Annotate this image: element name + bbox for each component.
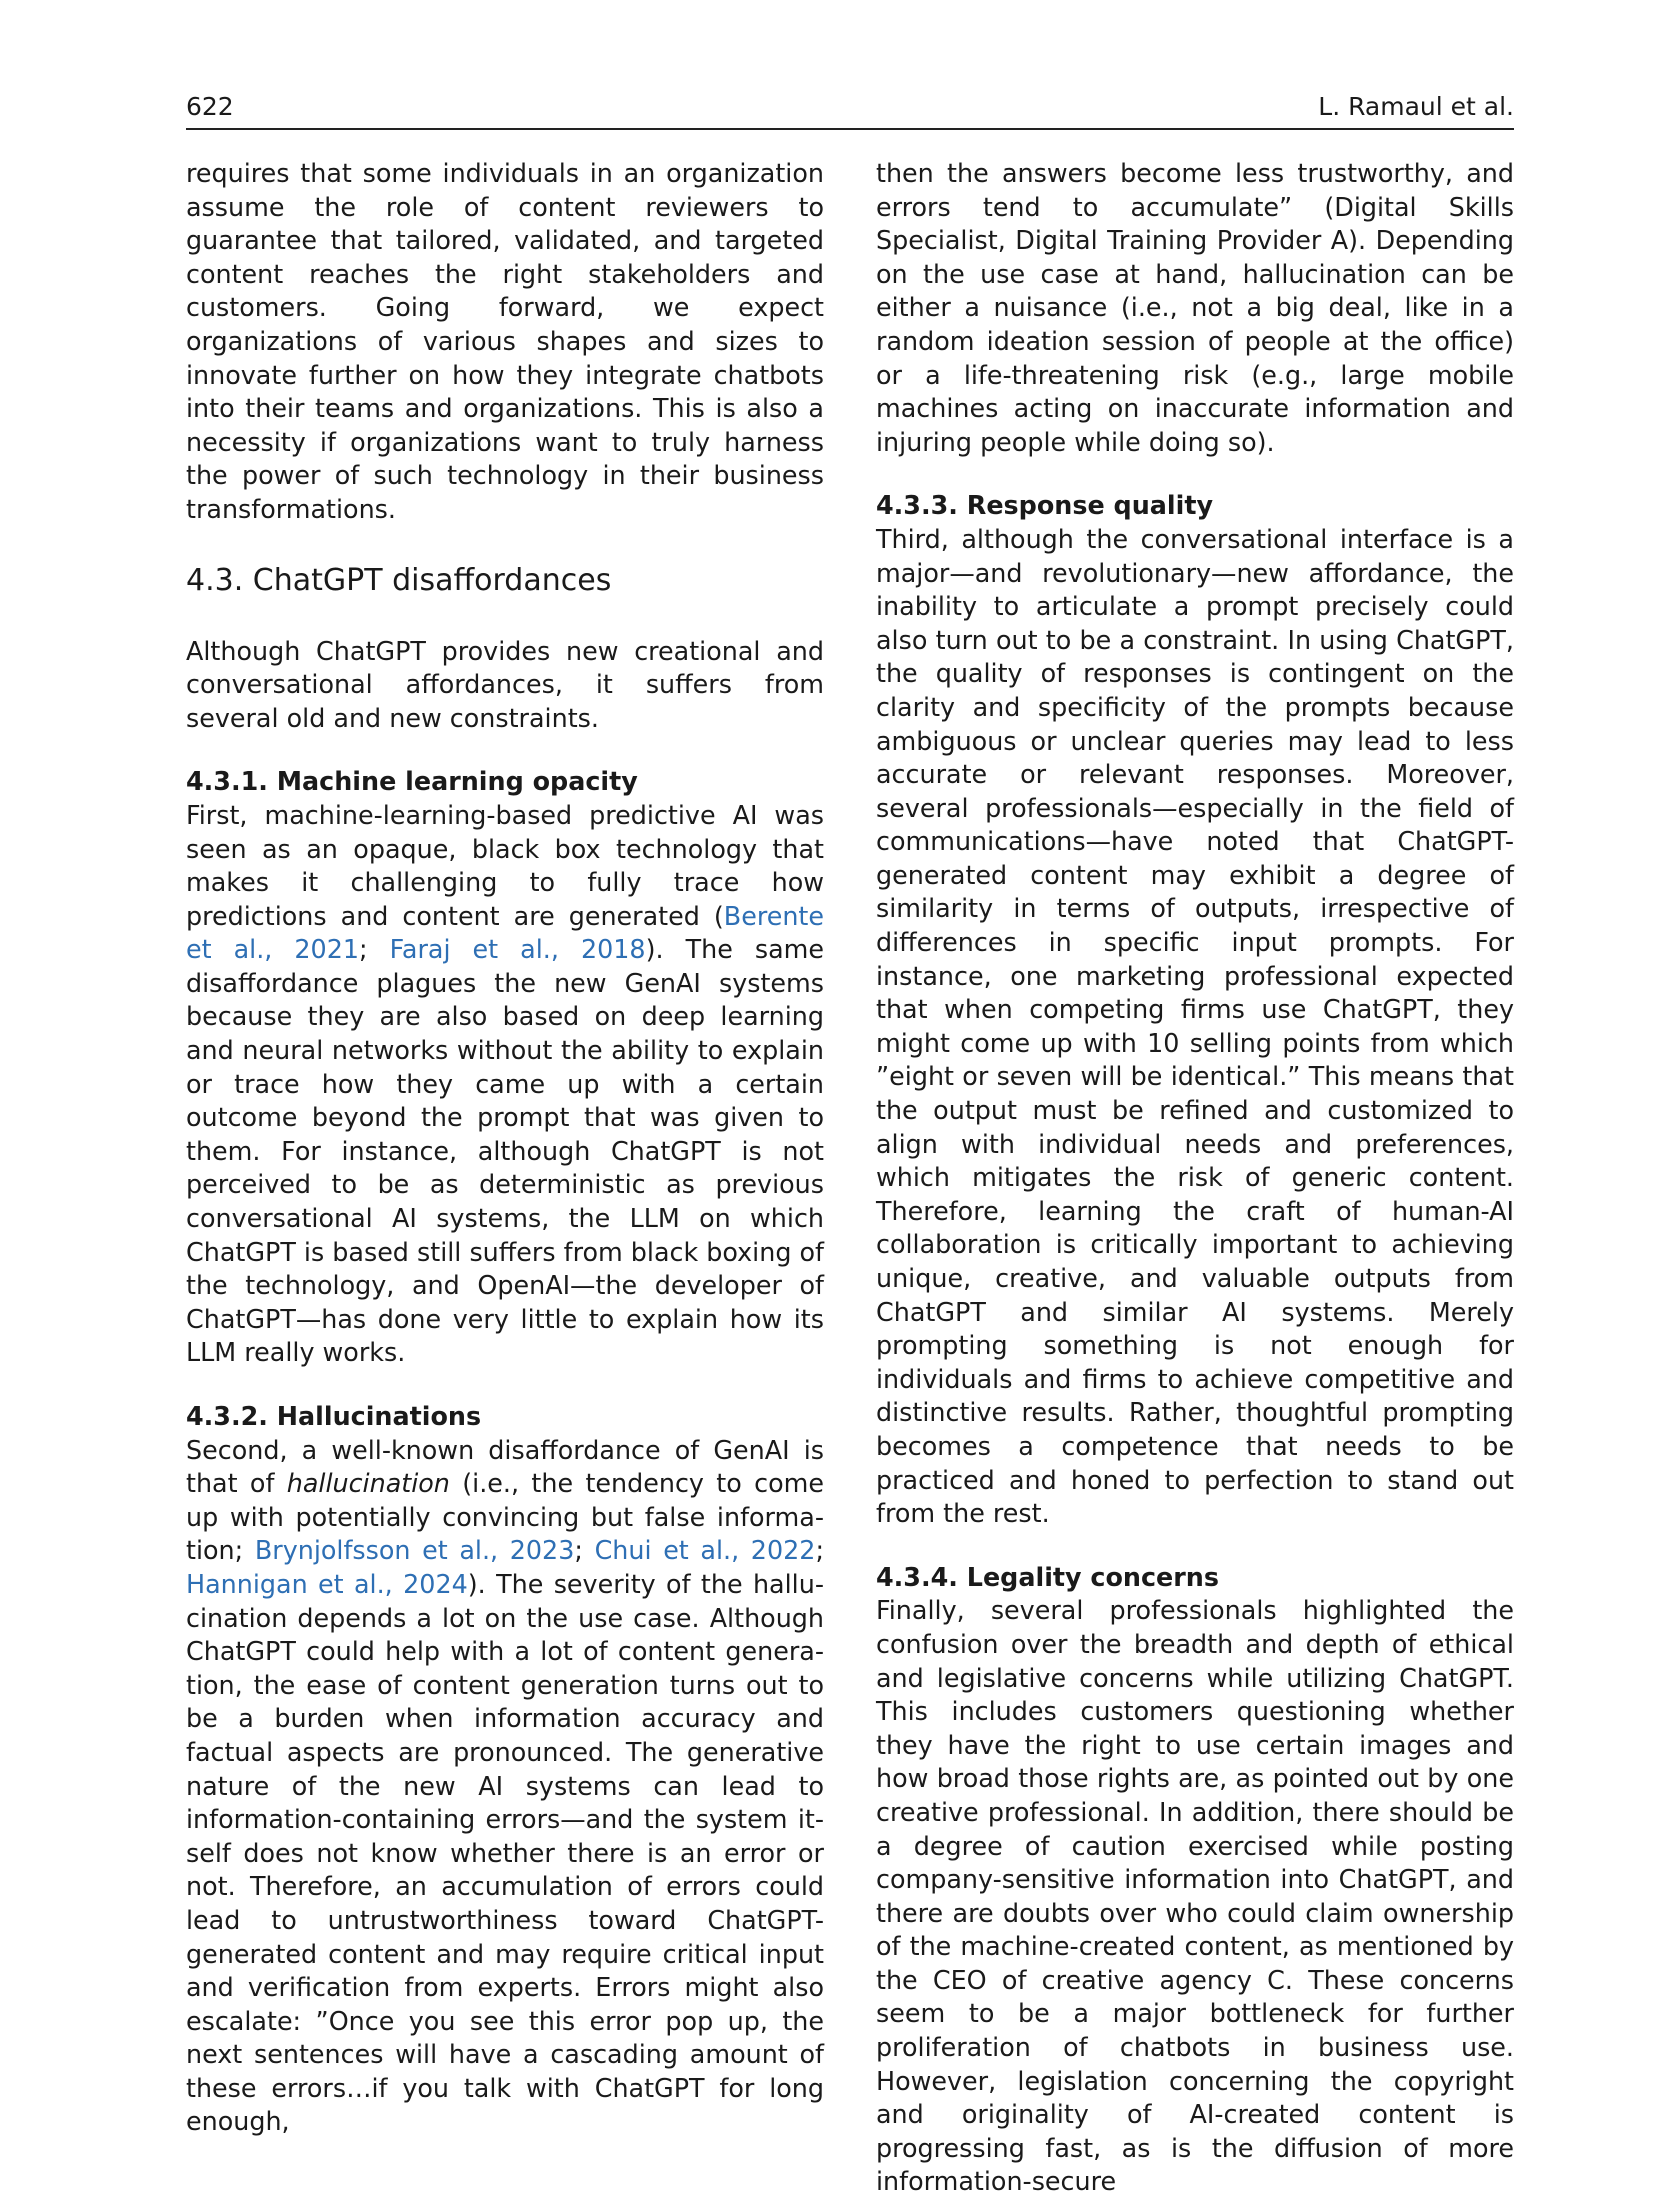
text-run: ; <box>574 1535 595 1566</box>
text-run: ; <box>815 1535 824 1566</box>
text-run: (i.e., the tendency to come up with potentially convincing but false information; <box>186 1468 824 1566</box>
intro-paragraph: requires that some individuals in an organization assume the role of content reviewers to guarantee that tailored, validated, and targeted content reaches the right stakeholders and customers. Going forward, we expect organizations of various shapes and sizes to innovate further on how they integrate chatbots into their teams and organizations. This is also a necessity if organizations want to truly harness the power of such technology in their business transformations. <box>186 158 824 524</box>
page-number: 622 <box>186 92 234 121</box>
left-column <box>186 157 824 2139</box>
paragraph-4-3-1 <box>186 799 824 1370</box>
text-run: ; <box>359 934 390 965</box>
citation-link[interactable]: Brynjolfsson et al., 2023 <box>254 1535 575 1566</box>
subsection-heading-4-3-3: 4.3.3. Response quality <box>876 490 1214 521</box>
text-run: First, machine-learning-based predictive AI was seen as an opaque, black box technology that makes it challenging to fully trace how predictions and content are generated ( <box>186 799 824 931</box>
subsection-heading-4-3-2: 4.3.2. Hallucinations <box>186 1401 482 1431</box>
text-run: ). The severity of the hallucination depends a lot on the use case. Although ChatGPT could help with a lot of content generation, the ease of content generation turns out to be a burden when information accuracy and factual aspects are pronounced. The generative nature of the new AI systems can lead to information-containing errors—and the system itself does not know whether there is an error or not. Therefore, an accumulation of errors could lead to untrustworthiness toward ChatGPT-generated content and may require critical input and verification from experts. Errors might also escalate: ”Once you see this error pop up, the next sentences will have a cascading amount of these errors…if you talk with ChatGPT for long enough, <box>186 1568 824 2137</box>
running-header <box>186 90 1514 130</box>
citation-link[interactable]: Chui et al., 2022 <box>594 1535 816 1566</box>
paragraph-4-3-2 <box>186 1434 824 2139</box>
continued-paragraph: then the answers become less trustworthy, and errors tend to accumulate” (Digital Skills Specialist, Digital Training Provider A). Depending on the use case at hand, hallucination can be either a nuisance (i.e., not a big deal, like in a random ideation session of people at the office) or a life-threatening risk (e.g., large mobile machines acting on inaccurate information and injuring people while doing so). <box>876 158 1514 457</box>
citation-link[interactable]: Berente et al., 2021 <box>186 900 824 965</box>
paragraph-4-3-4: Finally, several professionals highlighted the confusion over the breadth and depth of ethical and legislative concerns while utilizing ChatGPT. This includes customers questioning whether they have the right to use certain images and how broad those rights are, as pointed out by one creative professional. In addition, there should be a degree of caution exercised while posting company-sensitive information into ChatGPT, and there are doubts over who could claim ownership of the machine-created content, as mentioned by the CEO of creative agency C. These concerns seem to be a major bottleneck for further proliferation of chatbots in business use. However, legislation concerning the copyright and originality of AI-created content is progressing fast, as is the diffusion of more information-secure <box>876 1595 1514 2197</box>
section-intro-paragraph: Although ChatGPT provides new creational and conversational affordances, it suffers from several old and new constraints. <box>186 635 824 733</box>
citation-link[interactable]: Hannigan et al., 2024 <box>186 1568 468 1599</box>
subsection-heading-4-3-4: 4.3.4. Legality concerns <box>876 1561 1219 1592</box>
running-authors: L. Ramaul et al. <box>1318 92 1514 121</box>
paragraph-4-3-3: Third, although the conversational interface is a major—and revolutionary—new affordance, the inability to articulate a prompt precisely could also turn out to be a constraint. In using ChatGPT, the quality of responses is contingent on the clarity and specificity of the prompts because ambiguous or unclear queries may lead to less accurate or relevant responses. Moreover, several professionals—especially in the field of communications—have noted that ChatGPT-generated content may exhibit a degree of similarity in terms of outputs, irrespective of differences in specific input prompts. For instance, one marketing professional expected that when competing firms use ChatGPT, they might come up with 10 selling points from which ”eight or seven will be identical.” This means that the output must be refined and customized to align with individual needs and preferences, which mitigates the risk of generic content. Therefore, learning the craft of human-AI collaboration is critically important to achieving unique, creative, and valuable outputs from ChatGPT and similar AI systems. Merely prompting something is not enough for individuals and firms to achieve competitive and distinctive results. Rather, thoughtful prompting becomes a competence that needs to be practiced and honed to perfection to stand out from the rest. <box>876 523 1514 1529</box>
citation-link[interactable]: Faraj et al., 2018 <box>389 934 646 965</box>
subsection-heading-4-3-1: 4.3.1. Machine learning opacity <box>186 766 638 797</box>
emphasis-term: hallucination <box>286 1468 450 1499</box>
text-run: Second, a well-known disaffordance of GenAI is that of <box>186 1434 824 1499</box>
section-heading: 4.3. ChatGPT disaffordances <box>186 562 612 598</box>
text-run: ). The same disaffordance plagues the new GenAI systems because they are also based on deep learning and neural networks without the ability to explain or trace how they came up with a certain outcome beyond the prompt that was given to them. For instance, although ChatGPT is not perceived to be as deterministic as previous conversational AI systems, the LLM on which ChatGPT is based still suffers from black boxing of the technology, and OpenAI—the developer of ChatGPT—has done very little to explain how its LLM really works. <box>186 934 824 1368</box>
right-column <box>876 157 1514 2199</box>
